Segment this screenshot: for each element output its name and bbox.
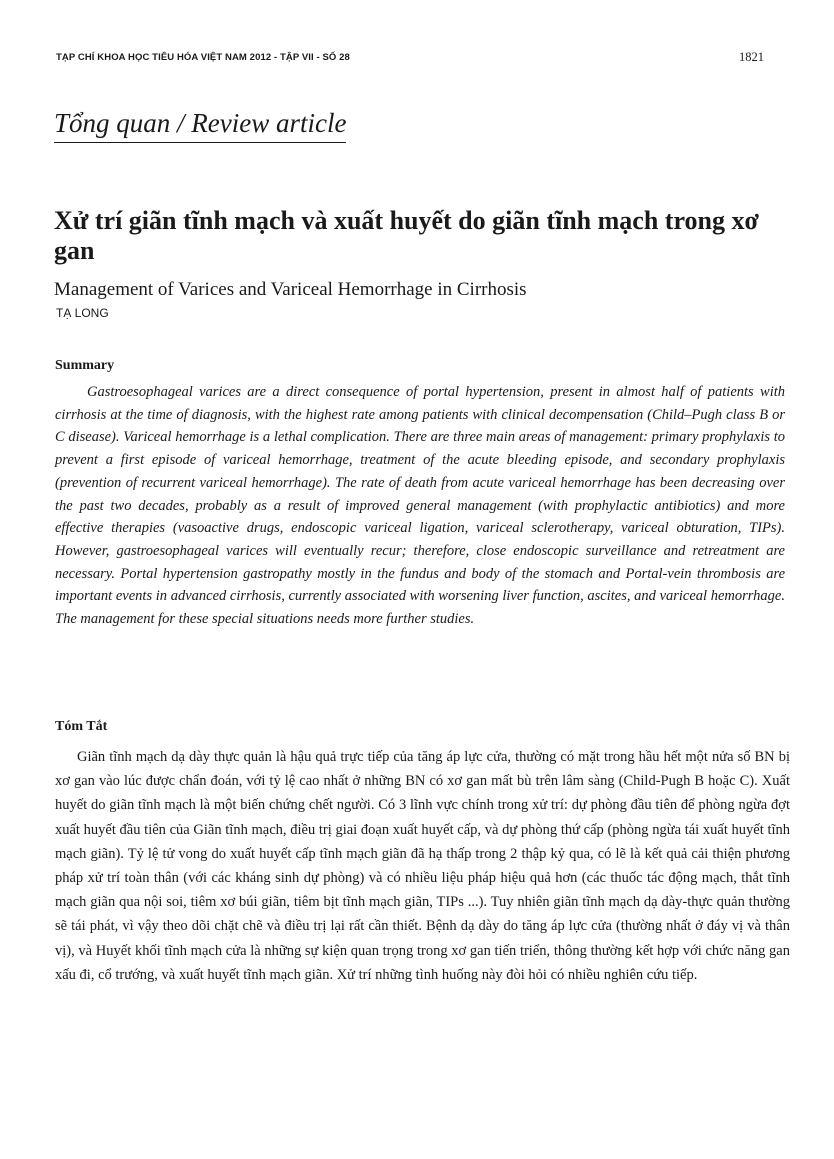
- summary-heading: Summary: [55, 358, 115, 373]
- tom-tat-abstract: Giãn tĩnh mạch dạ dày thực quản là hậu quả trực tiếp của tăng áp lực cửa, thường có mặt trong hầu hết một nửa số BN bị xơ gan vào lúc được chẩn đoán, với tỷ lệ cao nhất ở những BN có xơ gan mất bù trên lâm sàng (Child-Pugh B hoặc C). Xuất huyết do giãn tĩnh mạch là một biến chứng chết người. Có 3 lĩnh vực chính trong xử trí: dự phòng đầu tiên để phòng ngừa đợt xuất huyết đầu tiên của Giãn tĩnh mạch, điều trị giai đoạn xuất huyết cấp, và dự phòng thứ cấp (phòng ngừa tái xuất huyết tĩnh mạch giãn). Tỷ lệ tử vong do xuất huyết cấp tĩnh mạch giãn đã hạ thấp trong 2 thập kỷ qua, có lẽ là kết quả cải thiện phương pháp xử trí toàn thân (với các kháng sinh dự phòng) và có nhiều liệu pháp hiệu quả hơn (các thuốc tác động mạch, thắt tĩnh mạch giãn qua nội soi, tiêm xơ búi giãn, tiêm bịt tĩnh mạch giãn, TIPs ...). Tuy nhiên giãn tĩnh mạch dạ dày-thực quản thường sẽ tái phát, vì vậy theo dõi chặt chẽ và điều trị lại rất cần thiết. Bệnh dạ dày do tăng áp lực cửa (thường nhất ở đáy vị và thân vị), và Huyết khối tĩnh mạch cửa là những sự kiện quan trọng trong xơ gan tiến triển, thông thường kết hợp với chức năng gan xấu đi, cổ trướng, và xuất huyết tĩnh mạch giãn. Xử trí những tình huống này đòi hỏi có nhiều nghiên cứu tiếp.: [55, 749, 790, 983]
- page-number: 1821: [739, 50, 764, 64]
- article-title-english: Management of Varices and Variceal Hemorrhage in Cirrhosis: [54, 279, 527, 300]
- section-label: Tổng quan / Review article: [54, 108, 346, 143]
- summary-abstract: Gastroesophageal varices are a direct consequence of portal hypertension, present in almost half of patients with cirrhosis at the time of diagnosis, with the highest rate among patients with clinical decompensation (Child–Pugh class B or C disease). Variceal hemorrhage is a lethal complication. There are three main areas of management: primary prophylaxis to prevent a first episode of variceal hemorrhage, treatment of the acute bleeding episode, and secondary prophylaxis (prevention of recurrent variceal hemorrhage). The rate of death from acute variceal hemorrhage has been decreasing over the past two decades, probably as a result of improved general management (with prophylactic antibiotics) and more effective therapies (vasoactive drugs, endoscopic variceal ligation, variceal sclerotherapy, variceal obturation, TIPs). However, gastroesophageal varices will eventually recur; therefore, close endoscopic surveillance and retreatment are necessary. Portal hypertension gastropathy mostly in the fundus and body of the stomach and Portal-vein thrombosis are important events in advanced cirrhosis, currently associated with worsening liver function, ascites, and variceal hemorrhage. The management for these special situations needs more further studies.: [55, 384, 785, 628]
- author-name: TẠ LONG: [56, 306, 109, 320]
- running-head: TẠP CHÍ KHOA HỌC TIÊU HÓA VIỆT NAM 2012 - TẬP VII - SỐ 28: [56, 52, 350, 63]
- article-title-vietnamese: Xử trí giãn tĩnh mạch và xuất huyết do giãn tĩnh mạch trong xơ gan: [54, 206, 759, 265]
- tom-tat-heading: Tóm Tắt: [55, 719, 108, 734]
